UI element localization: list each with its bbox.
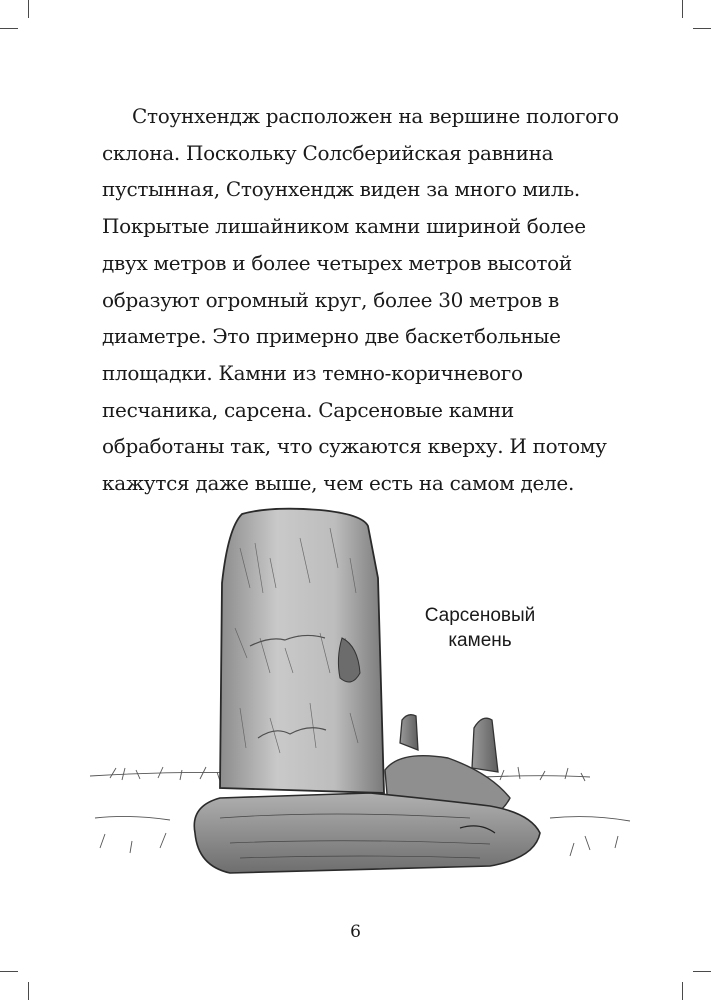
caption-line: Сарсеновый <box>424 605 536 626</box>
paragraph-line: кажутся даже выше, чем есть на самом деле. <box>102 471 575 496</box>
illustration-caption <box>420 603 540 653</box>
paragraph-line: образуют огромный круг, более 30 метров в <box>102 287 559 312</box>
small-standing-stone <box>472 718 498 772</box>
paragraph-line: обработаны так, что сужаются кверху. И потому <box>102 434 607 459</box>
paragraph-line: Покрытые лишайником камни шириной более <box>102 214 586 239</box>
base-slab <box>194 793 540 873</box>
crop-mark <box>28 982 29 1000</box>
caption-line: камень <box>448 630 512 651</box>
crop-mark <box>682 982 683 1000</box>
crop-mark <box>0 28 18 29</box>
sarsen-stone-illustration <box>70 488 650 918</box>
crop-mark <box>0 971 18 972</box>
paragraph-line: пустынная, Стоунхендж виден за много миль. <box>102 177 580 202</box>
paragraph-line: диаметре. Это примерно две баскетбольные <box>102 324 561 349</box>
crop-mark <box>682 0 683 18</box>
paragraph-line: площадки. Камни из темно-коричневого <box>102 360 523 385</box>
paragraph-line: двух метров и более четырех метров высотой <box>102 250 572 275</box>
crop-mark <box>693 28 711 29</box>
body-paragraph <box>102 98 622 502</box>
crop-mark <box>28 0 29 18</box>
paragraph-line: склона. Поскольку Солсберийская равнина <box>102 140 554 165</box>
small-standing-stone <box>400 715 418 750</box>
paragraph-line: Стоунхендж расположен на вершине пологого <box>132 104 619 128</box>
page-number: 6 <box>350 922 361 942</box>
sarsen-stone <box>220 509 384 793</box>
paragraph-line: песчаника, сарсена. Сарсеновые камни <box>102 397 514 422</box>
crop-mark <box>693 971 711 972</box>
